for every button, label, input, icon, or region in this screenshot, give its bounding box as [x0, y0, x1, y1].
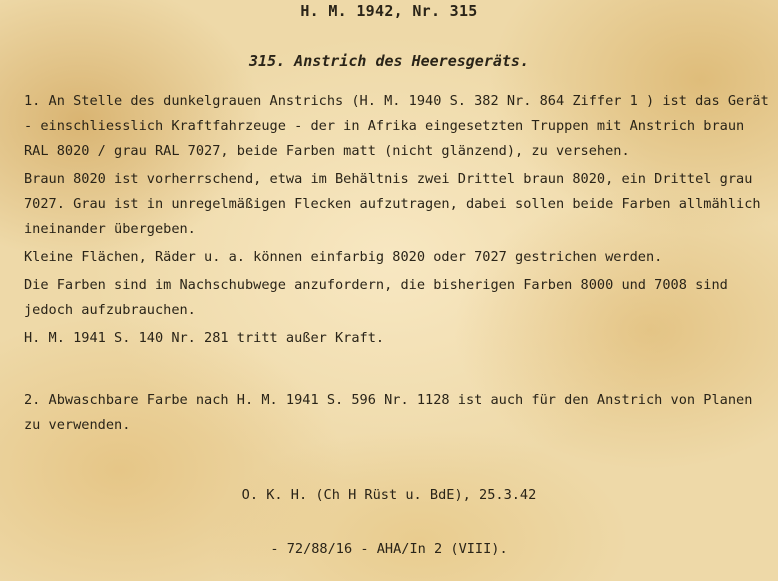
paragraph-6: 2. Abwaschbare Farbe nach H. M. 1941 S. 596 Nr. 1128 ist auch für den Anstrich von Planen zu verwenden.	[24, 392, 753, 433]
document-title: 315. Anstrich des Heeresgeräts.	[249, 52, 529, 70]
paragraph-3: Kleine Flächen, Räder u. a. können einfarbig 8020 oder 7027 gestrichen werden.	[24, 249, 663, 265]
document-body	[24, 89, 774, 441]
paragraph-5: H. M. 1941 S. 140 Nr. 281 tritt außer Kraft.	[24, 330, 385, 346]
paragraph-1: 1. An Stelle des dunkelgrauen Anstrichs (H. M. 1940 S. 382 Nr. 864 Ziffer 1 ) ist das Gerät - einschliesslich Kraftfahrzeuge - der in Afrika eingesetzten Truppen mit Anstrich braun RAL 8020 / grau RAL 7027, beide Farben matt (nicht glänzend), zu versehen.	[24, 93, 769, 159]
paragraph-2: Braun 8020 ist vorherrschend, etwa im Behältnis zwei Drittel braun 8020, ein Drittel grau 7027. Grau ist in unregelmäßigen Flecken aufzutragen, dabei sollen beide Farben allmählich ineinander übergeben.	[24, 171, 761, 237]
signature-line: O. K. H. (Ch H Rüst u. BdE), 25.3.42	[241, 487, 537, 503]
document-header: H. M. 1942, Nr. 315	[300, 2, 478, 20]
reference-line: - 72/88/16 - AHA/In 2 (VIII).	[270, 541, 508, 557]
section-spacer	[24, 354, 774, 388]
paragraph-4: Die Farben sind im Nachschubwege anzufordern, die bisherigen Farben 8000 und 7008 sind jedoch aufzubrauchen.	[24, 277, 728, 318]
